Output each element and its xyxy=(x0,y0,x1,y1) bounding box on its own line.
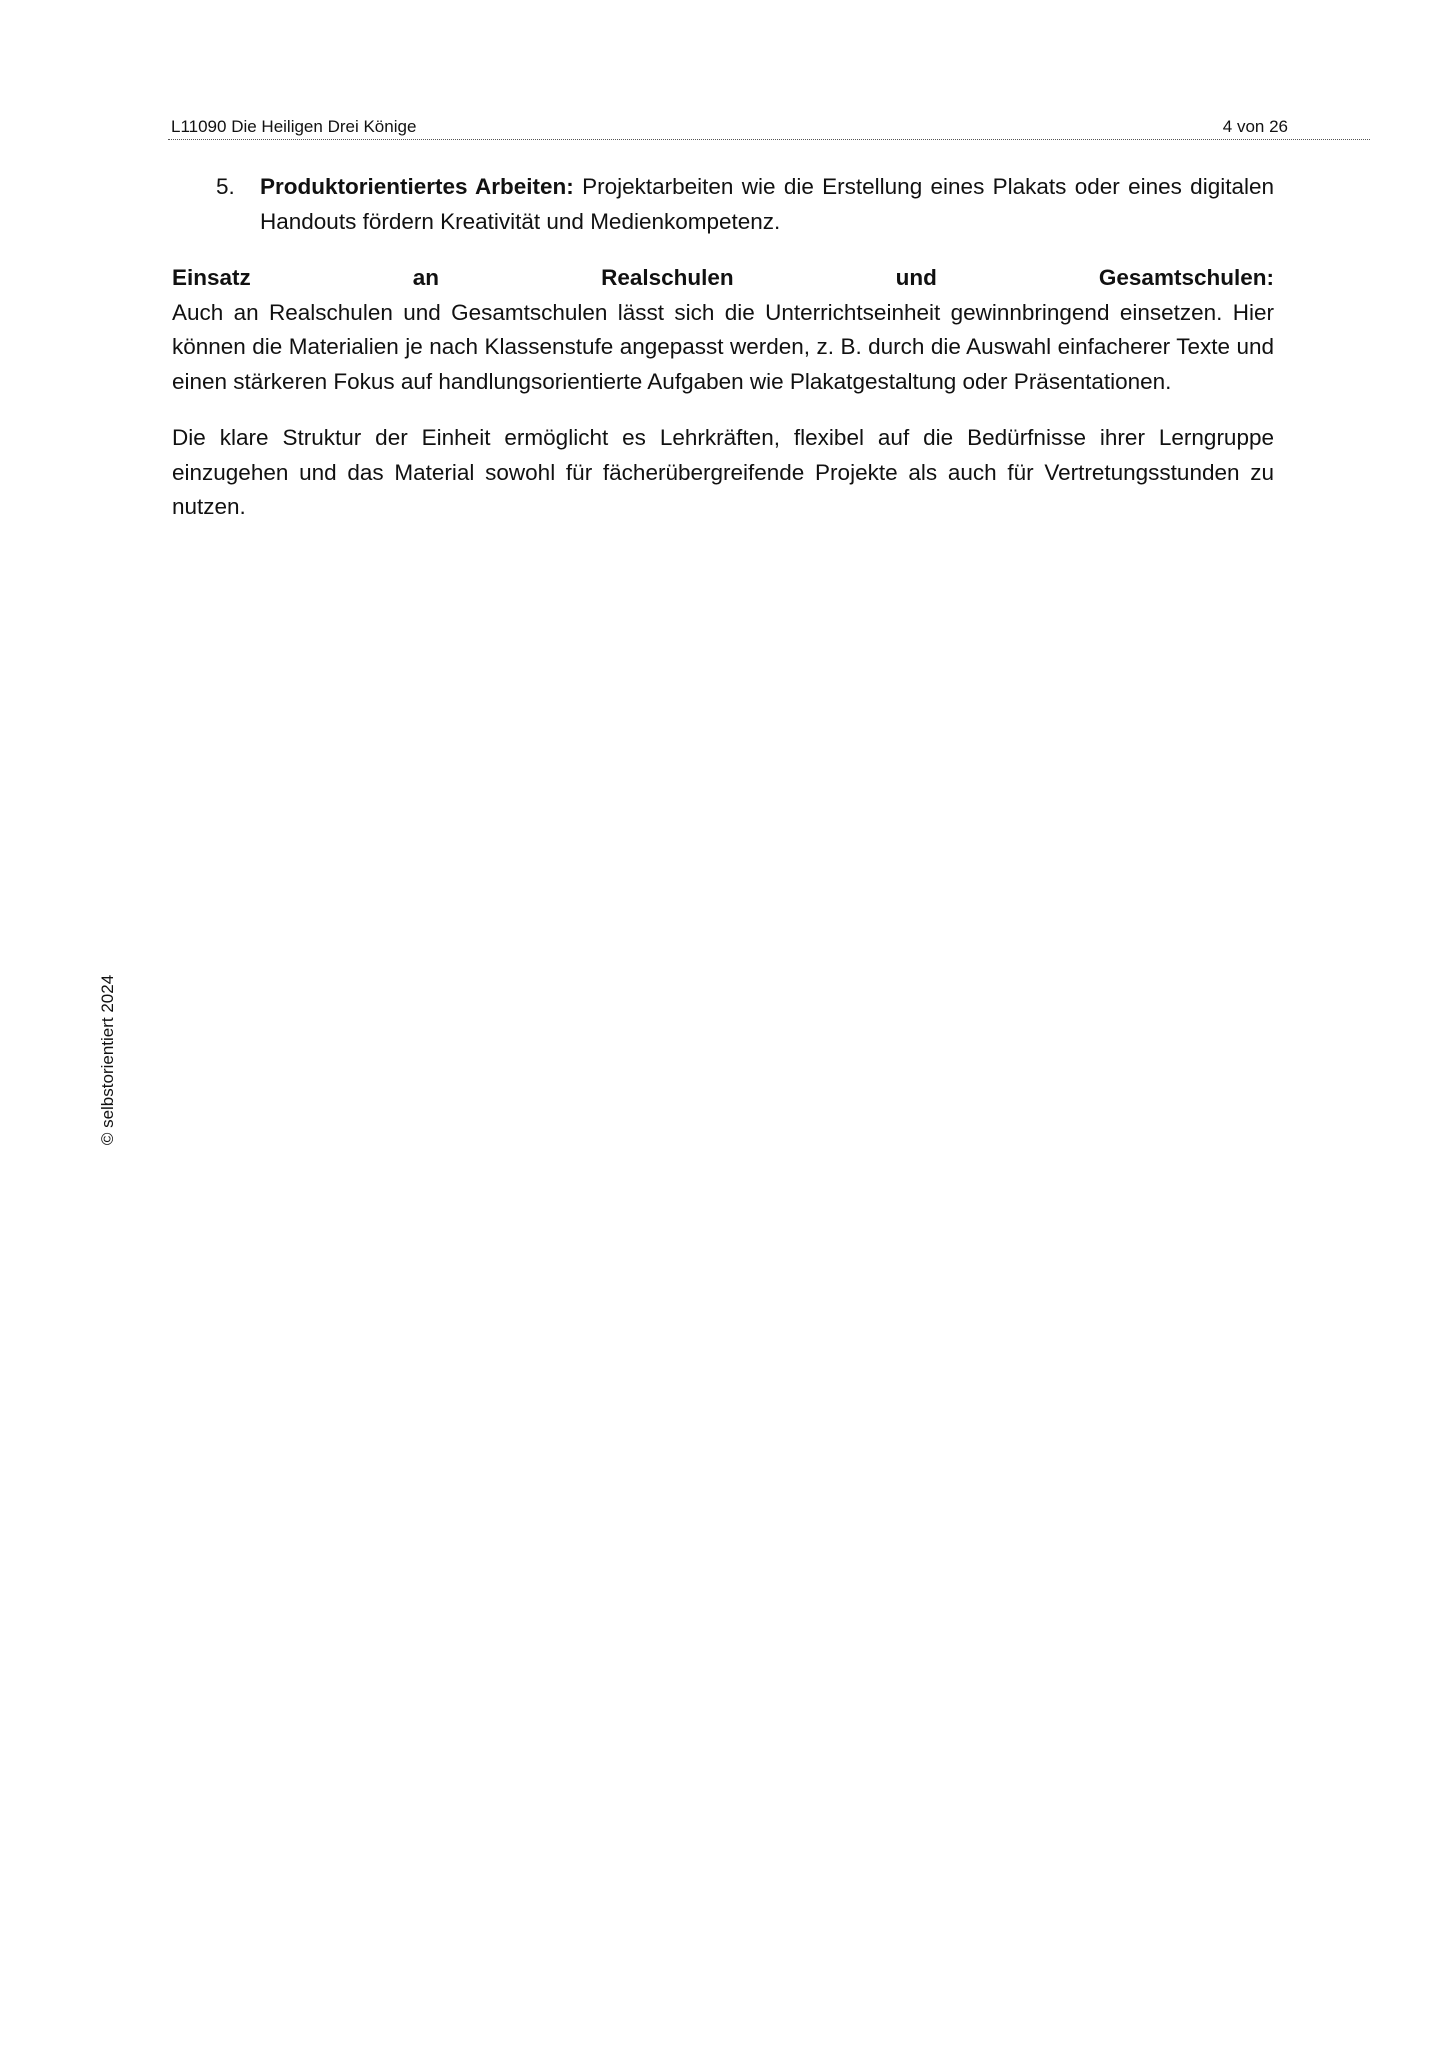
heading-word: und xyxy=(895,265,937,290)
document-body xyxy=(172,170,1274,525)
list-item-text xyxy=(260,170,1274,239)
heading-word: Realschulen xyxy=(601,265,734,290)
section-realschulen xyxy=(172,261,1274,399)
heading-word: Einsatz xyxy=(172,265,251,290)
list-item-label: Produktorientiertes Arbeiten: xyxy=(260,174,574,199)
closing-paragraph: Die klare Struktur der Einheit ermöglicht es Lehrkräften, flexibel auf die Bedürfnisse ihrer Lerngruppe einzugehen und das Material sowohl für fächerübergreifende Projekte als auch für Vertretungsstunden zu nutzen. xyxy=(172,425,1274,519)
heading-word: an xyxy=(412,265,440,290)
heading-word: Gesamtschulen: xyxy=(1098,265,1274,290)
document-title: L11090 Die Heiligen Drei Könige xyxy=(171,117,417,136)
list-item-body: Projektarbeiten wie die Erstellung eines Plakats oder eines digitalen Handouts fördern Kreativität und Medienkompetenz. xyxy=(260,174,1274,234)
list-item xyxy=(172,170,1274,239)
section-heading xyxy=(172,261,1274,296)
section-paragraph: Auch an Realschulen und Gesamtschulen lässt sich die Unterrichtseinheit gewinnbringend einsetzen. Hier können die Materialien je nach Klassenstufe angepasst werden, z. B. durch die Auswahl einfacherer Texte und einen stärkeren Fokus auf handlungsorientierte Aufgaben wie Plakatgestaltung oder Präsentationen. xyxy=(172,299,1274,394)
page-number: 4 von 26 xyxy=(1222,117,1288,136)
list-number: 5. xyxy=(216,174,235,199)
page-header xyxy=(168,113,1370,140)
copyright-note: © selbstorientiert 2024 xyxy=(98,974,117,1146)
